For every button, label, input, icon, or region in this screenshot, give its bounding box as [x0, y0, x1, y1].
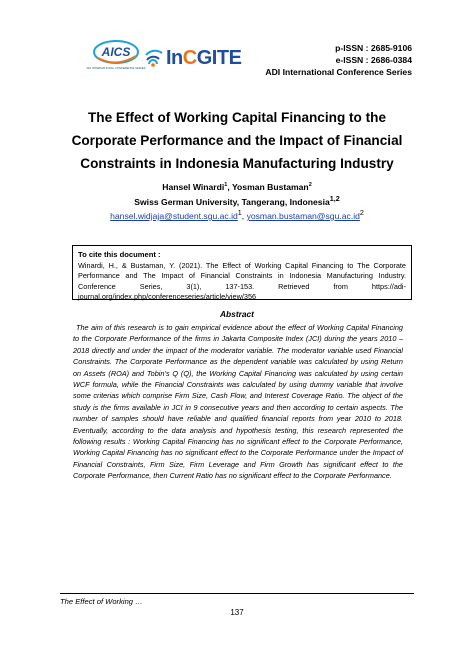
issn-block [265, 42, 412, 78]
citation-heading: To cite this document : [78, 250, 161, 259]
author-2: Yosman Bustaman [231, 181, 309, 192]
affiliation [60, 194, 414, 208]
email-link-1[interactable]: hansel.widjaja@student.sgu.ac.id [110, 210, 238, 221]
aics-logo-caption: ADI INTERNATIONAL CONFERENCE SERIES [86, 66, 146, 70]
incogite-wordmark [166, 46, 241, 70]
aics-logo-text: AICS [101, 45, 131, 59]
footer-divider [60, 593, 414, 594]
author-2-sup: 2 [308, 182, 312, 188]
wifi-signal-icon [146, 46, 166, 70]
abstract-heading: Abstract [220, 309, 254, 319]
affiliation-text: Swiss German University, Tangerang, Indonesia [134, 196, 330, 207]
incogite-mid: C [182, 47, 197, 69]
email-line: $hansel.widjaja@student.sgu.ac.id^1$, $yosman.bustaman@sgu.ac.id^2$ [110, 209, 364, 221]
citation-text: Winardi, H., & Bustaman, Y. (2021). The Effect of Working Capital Financing to The Corporate Performance and The Impact of Financial Constraints in Indonesia Manufacturing Industry. Conference Series, 3(1), 137-153. Retrieved from https://adi-journal.org/index.php/conferenceseries/article/view/356 [78, 260, 406, 302]
e-issn: e-ISSN : 2686-0384 [335, 55, 412, 65]
abstract-body: The aim of this research is to gain empirical evidence about the effect of Working Capital Financing to the Corporate Performance of the firms in Jakarta Composite Index (JCI) during the years 2010 – 2018 directly and under the impact of the moderator variable. The moderator variable used Financial Constraints. The Corporate Performance as the dependent variable was calculated by using Return on Assets (ROA) and Tobin’s Q (Q), the Working Capital Financing was calculated by using certain WCF formula, while the Financial Constraints was calculated by using dummy variable that involve some criterias which comprise Firm Size, Cash Flow, and Interest Coverage Ratio. The object of the study is the firms available in JCI in 9 consecutive years and then according to certain aspects. The number of samples should have reliable and qualified financial reports from year 2010 to 2018. Eventually, according to the data analysis and hypothesis testing, this research represented the following results : Working Capital Financing has no significant effect to the Corporate Performance, Working Capital Financing has no significant effect to the Corporate Performance under the Impact of Financial Constraints, Firm Size, Firm Leverage and Firm Growth has significant effect to the Corporate Performance, then Current Ratio has no significant effect to the Corporate Performance. [73, 323, 403, 481]
incogite-logo [146, 46, 266, 70]
author-line [60, 180, 414, 193]
email-1-sup: 1 [237, 209, 242, 217]
p-issn: p-ISSN : 2685-9106 [335, 43, 412, 53]
series-name: ADI International Conference Series [265, 67, 412, 77]
author-1: Hansel Winardi [162, 181, 225, 192]
aics-logo-graphic [86, 38, 146, 72]
author-1-sup: 1 [224, 182, 228, 188]
aics-logo [86, 38, 146, 72]
affiliation-sup: 1,2 [329, 195, 340, 203]
incogite-prefix: In [166, 47, 183, 69]
paper-title: The Effect of Working Capital Financing to the Corporate Performance and the Impact of Financial Constraints in Indonesia Manufacturing Industry [71, 110, 403, 171]
page-number: 137 [230, 608, 244, 617]
email-2-sup: 2 [359, 209, 364, 217]
incogite-suffix: GITE [196, 47, 242, 69]
author-separator: , [227, 181, 232, 192]
citation-box [72, 245, 412, 300]
email-link-2[interactable]: yosman.bustaman@sgu.ac.id [246, 210, 360, 221]
running-title: The Effect of Working … [60, 597, 143, 606]
